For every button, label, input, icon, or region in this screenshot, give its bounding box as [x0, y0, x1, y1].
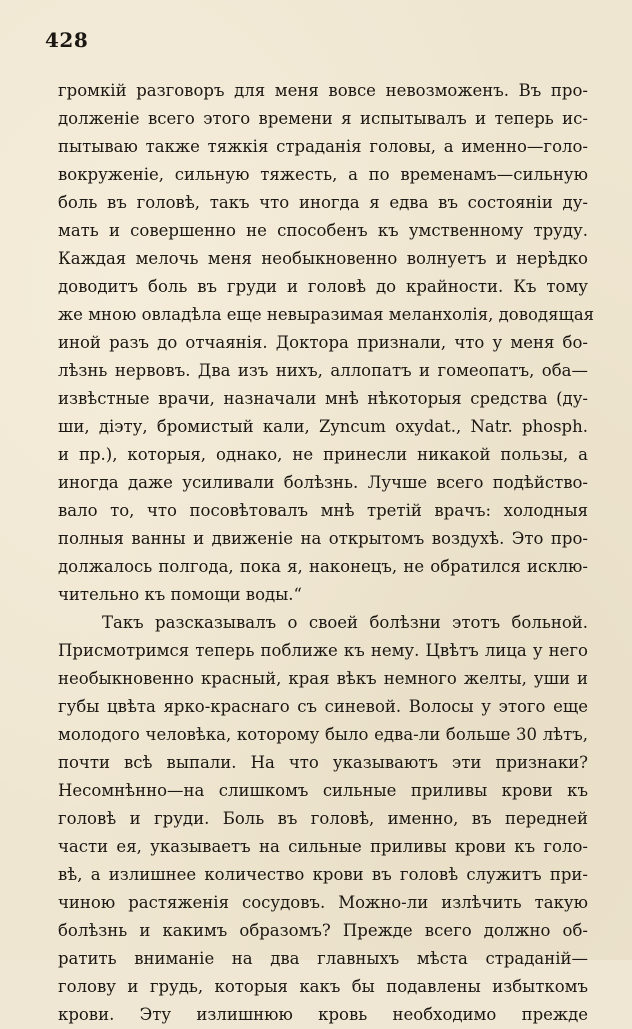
text-line: боль въ головѣ, такъ что иногда я едва въ состояніи ду-	[58, 193, 588, 212]
text-line: болѣзнь и какимъ образомъ? Прежде всего должно об-	[58, 921, 588, 940]
text-line: головѣ и груди. Боль въ головѣ, именно, въ передней	[58, 809, 588, 828]
text-line: вало то, что посовѣтовалъ мнѣ третій врачъ: холодныя	[58, 501, 588, 520]
text-line: Несомнѣнно—на слишкомъ сильные приливы крови къ	[58, 781, 588, 800]
text-line: вѣ, а излишнее количество крови въ головѣ служитъ при-	[58, 865, 588, 884]
text-line: Каждая мелочь меня необыкновенно волнуетъ и нерѣдко	[58, 249, 588, 268]
text-line: необыкновенно красный, края вѣкъ немного желты, уши и	[58, 669, 588, 688]
text-line: и пр.), которыя, однако, не принесли никакой пользы, а	[58, 445, 588, 464]
page-number: 428	[45, 28, 89, 52]
text-line: лѣзнь нервовъ. Два изъ нихъ, аллопатъ и гомеопатъ, оба—	[58, 361, 588, 380]
text-line: мать и совершенно не способенъ къ умственному труду.	[58, 221, 588, 240]
text-line: иногда даже усиливали болѣзнь. Лучше всего подѣйство-	[58, 473, 588, 492]
text-line: части ея, указываетъ на сильные приливы крови къ голо-	[58, 837, 588, 856]
text-line: голову и грудь, которыя какъ бы подавлены избыткомъ	[58, 977, 588, 996]
text-line: ши, діэту, бромистый кали, Zyncum oxydat., Natr. phosph.	[58, 417, 588, 436]
text-line: молодого человѣка, которому было едва-ли больше 30 лѣтъ,	[58, 725, 588, 744]
text-line: пытываю также тяжкія страданія головы, а именно—голо-	[58, 137, 588, 156]
text-line: крови. Эту излишнюю кровь необходимо прежде	[58, 1005, 588, 1024]
text-line: полныя ванны и движеніе на открытомъ воздухѣ. Это про-	[58, 529, 588, 548]
text-line: извѣстные врачи, назначали мнѣ нѣкоторыя средства (ду-	[58, 389, 588, 408]
text-line: губы цвѣта ярко-краснаго съ синевой. Волосы у этого еще	[58, 697, 588, 716]
body-text	[58, 77, 595, 1029]
text-line: же мною овладѣла еще невыразимая меланхолія, доводящая	[58, 305, 595, 324]
text-line: ратить вниманіе на два главныхъ мѣста страданій—	[58, 949, 588, 968]
text-line: чиною растяженія сосудовъ. Можно-ли излѣчить такую	[58, 893, 588, 912]
text-line: вокруженіе, сильную тяжесть, а по временамъ—сильную	[58, 165, 588, 184]
text-line: иной разъ до отчаянія. Доктора признали, что у меня бо-	[58, 333, 588, 352]
text-line: должалось полгода, пока я, наконецъ, не обратился исклю-	[58, 557, 588, 576]
text-line: Присмотримся теперь поближе къ нему. Цвѣтъ лица у него	[58, 641, 588, 660]
text-line: чительно къ помощи воды.“	[58, 585, 302, 604]
text-line: долженіе всего этого времени я испытывалъ и теперь ис-	[58, 109, 588, 128]
text-line: почти всѣ выпали. На что указываютъ эти признаки?	[58, 753, 588, 772]
text-line: громкій разговоръ для меня вовсе невозможенъ. Въ про-	[58, 81, 588, 100]
text-line: доводитъ боль въ груди и головѣ до крайности. Къ тому	[58, 277, 588, 296]
text-line: Такъ разсказывалъ о своей болѣзни этотъ больной.	[102, 613, 588, 632]
